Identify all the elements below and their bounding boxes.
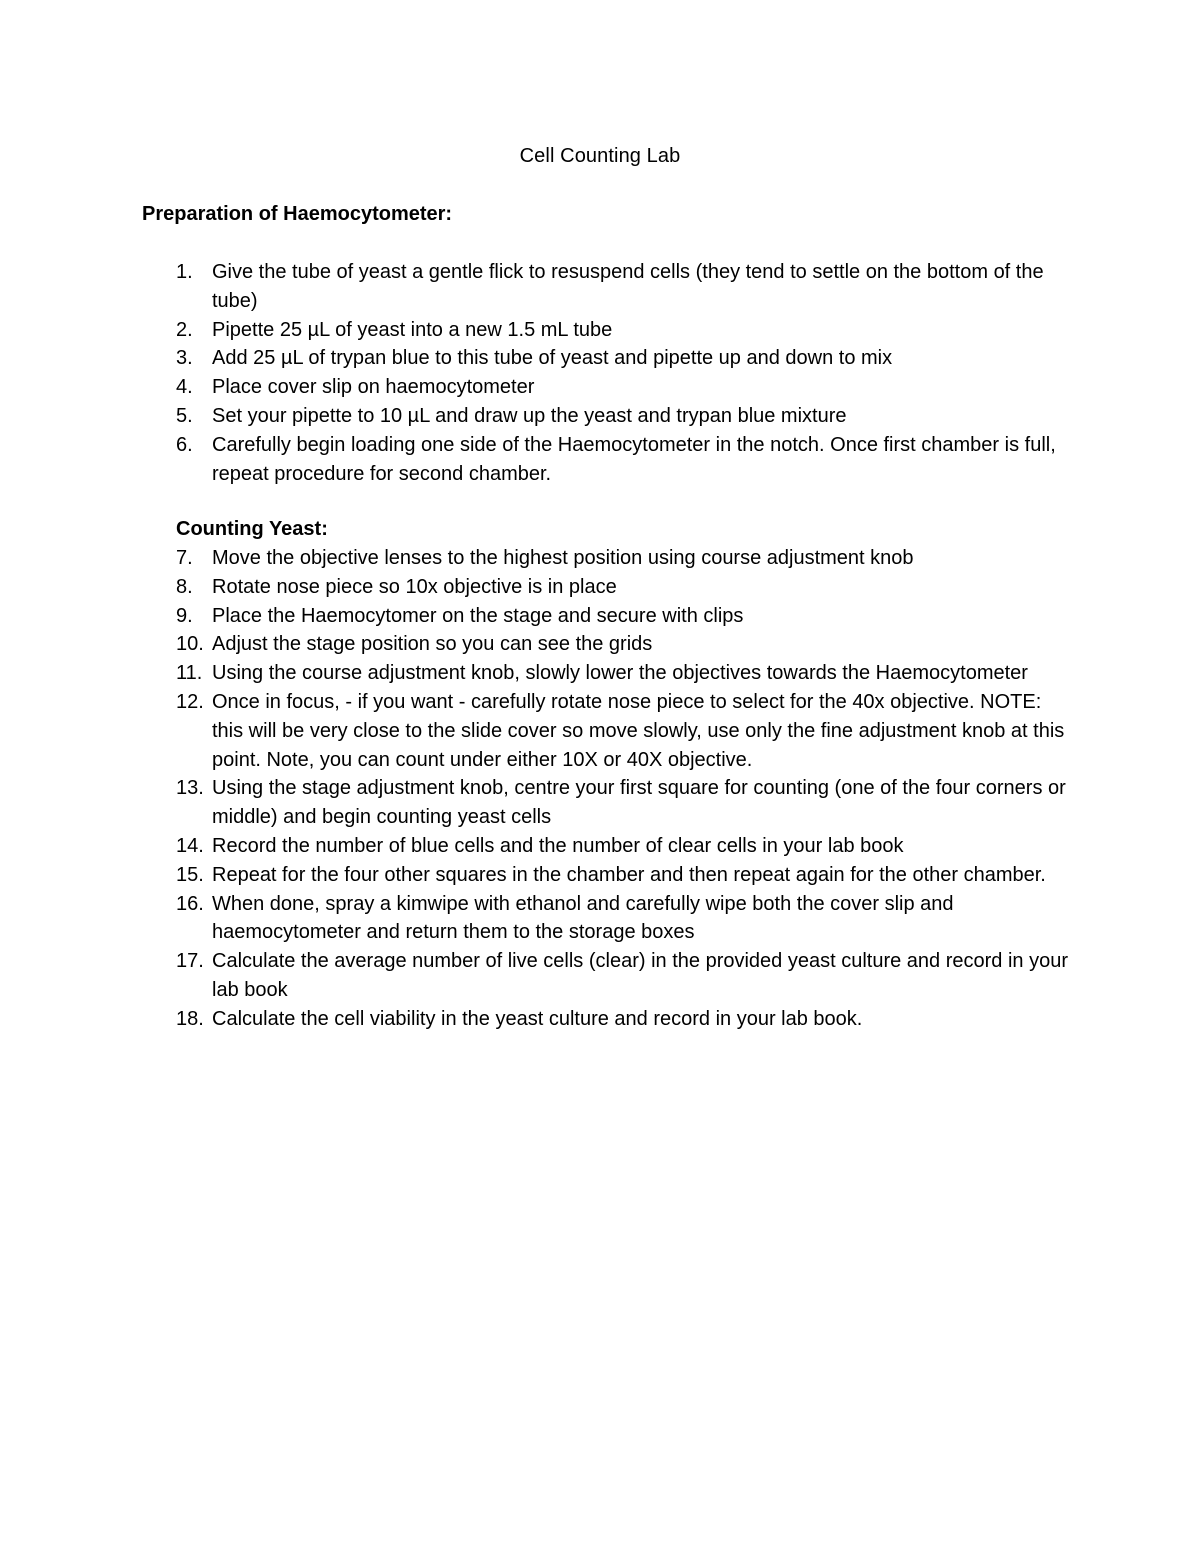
- step-text: Record the number of blue cells and the number of clear cells in your lab book: [212, 834, 904, 857]
- list-item: [0, 544, 1200, 573]
- list-item: [0, 890, 1200, 948]
- step-text: Using the stage adjustment knob, centre your first square for counting (one of the four corners or middle) and begin counting yeast cells: [212, 777, 1066, 829]
- step-number: 10.: [176, 633, 204, 656]
- list-item: [0, 258, 1200, 316]
- step-number: 2.: [176, 318, 193, 341]
- counting-steps-list: [0, 544, 1200, 1034]
- list-item: [0, 373, 1200, 402]
- step-text: Place cover slip on haemocytometer: [212, 376, 535, 399]
- document-title: Cell Counting Lab: [519, 145, 681, 167]
- step-text: Repeat for the four other squares in the chamber and then repeat again for the other chamber.: [212, 863, 1046, 886]
- preparation-steps-list: [0, 258, 1200, 488]
- list-item: [0, 1005, 1200, 1034]
- list-item: [0, 688, 1200, 774]
- step-number: 11.: [176, 662, 203, 685]
- list-item: [0, 659, 1200, 688]
- step-text: When done, spray a kimwipe with ethanol and carefully wipe both the cover slip and haemocytometer and return them to the storage boxes: [212, 892, 954, 944]
- list-item: [0, 630, 1200, 659]
- step-text: Calculate the average number of live cells (clear) in the provided yeast culture and record in your lab book: [212, 950, 1068, 1001]
- list-item: [0, 573, 1200, 602]
- step-number: 17.: [176, 950, 204, 973]
- step-text: Using the course adjustment knob, slowly lower the objectives towards the Haemocytometer: [212, 662, 1028, 685]
- step-text: Add 25 µL of trypan blue to this tube of yeast and pipette up and down to mix: [212, 347, 893, 370]
- step-text: Adjust the stage position so you can see the grids: [212, 633, 653, 656]
- step-number: 5.: [176, 404, 193, 427]
- step-number: 18.: [176, 1007, 204, 1030]
- list-item: [0, 774, 1200, 832]
- step-text: Rotate nose piece so 10x objective is in place: [212, 575, 617, 598]
- list-item: [0, 431, 1200, 489]
- step-text: Set your pipette to 10 µL and draw up the yeast and trypan blue mixture: [212, 404, 847, 427]
- step-text: Pipette 25 µL of yeast into a new 1.5 mL tube: [212, 318, 613, 341]
- step-number: 12.: [176, 690, 204, 713]
- section-heading-preparation: Preparation of Haemocytometer:: [142, 203, 453, 225]
- step-number: 8.: [176, 575, 193, 598]
- list-item: [0, 861, 1200, 890]
- step-number: 9.: [176, 604, 193, 627]
- step-text: Calculate the cell viability in the yeast culture and record in your lab book.: [212, 1007, 863, 1030]
- step-number: 3.: [176, 347, 193, 370]
- step-number: 14.: [176, 834, 204, 857]
- step-text: Give the tube of yeast a gentle flick to resuspend cells (they tend to settle on the bottom of the tube): [212, 261, 1044, 312]
- list-item: [0, 602, 1200, 631]
- step-number: 13.: [176, 777, 204, 800]
- section-heading-counting: Counting Yeast:: [176, 518, 328, 540]
- step-text: Place the Haemocytomer on the stage and secure with clips: [212, 604, 744, 627]
- step-text: Once in focus, - if you want - carefully rotate nose piece to select for the 40x objective. NOTE: this will be very close to the slide cover so move slowly, use only the fine adjustment knob at this point. Note, you can count under either 10X or 40X objective.: [212, 690, 1065, 771]
- step-number: 1.: [176, 261, 193, 283]
- list-item: [0, 947, 1200, 1005]
- step-number: 7.: [176, 547, 193, 569]
- list-item: [0, 344, 1200, 373]
- step-text: Carefully begin loading one side of the Haemocytometer in the notch. Once first chamber is full, repeat procedure for second chamber.: [212, 433, 1056, 485]
- step-number: 15.: [176, 863, 204, 886]
- step-text: Move the objective lenses to the highest position using course adjustment knob: [212, 547, 914, 569]
- step-number: 4.: [176, 376, 193, 399]
- list-item: [0, 832, 1200, 861]
- step-number: 16.: [176, 892, 204, 915]
- list-item: [0, 402, 1200, 431]
- step-number: 6.: [176, 433, 193, 456]
- list-item: [0, 316, 1200, 345]
